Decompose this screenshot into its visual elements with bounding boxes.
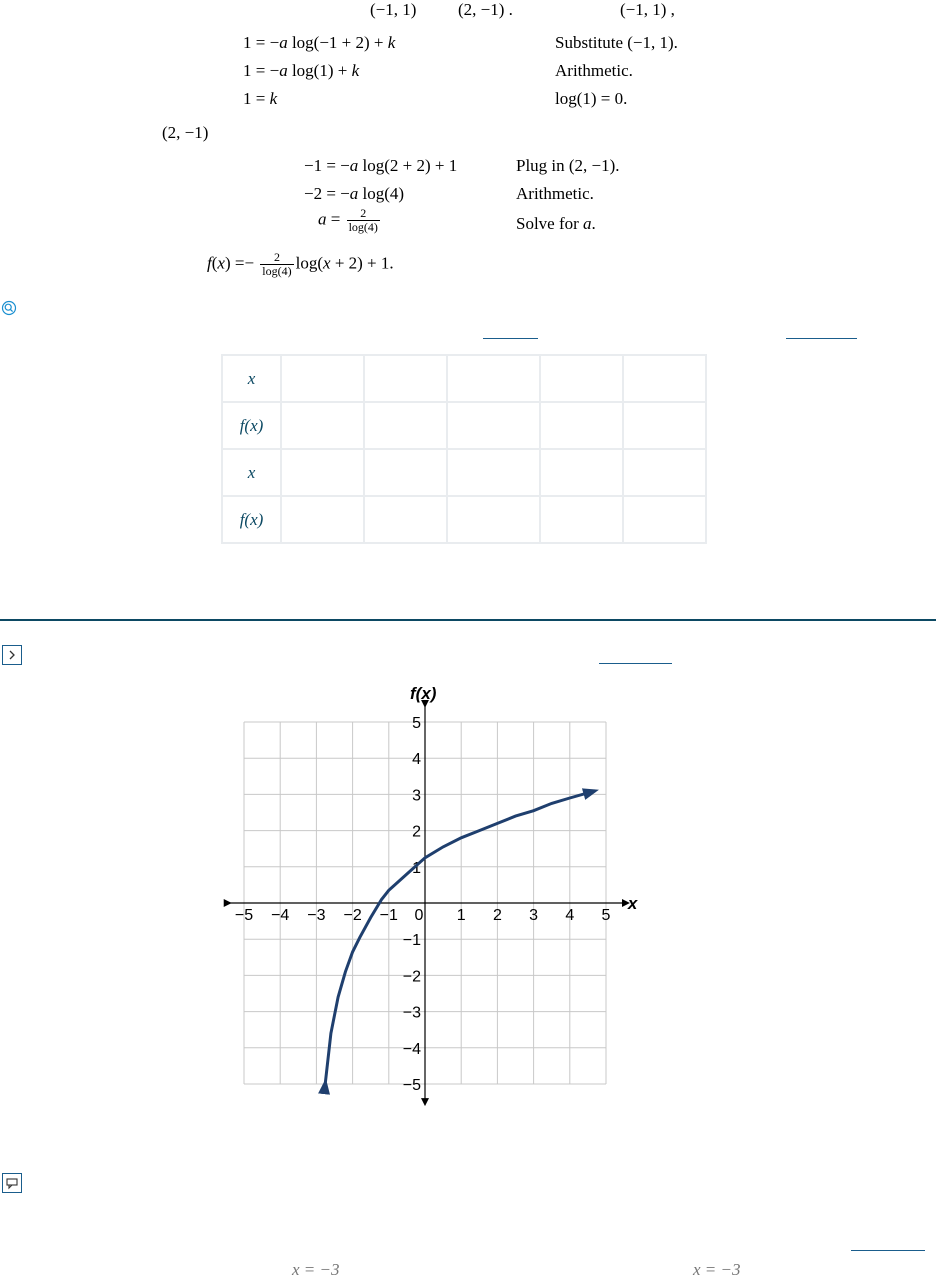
y-tick-label: −5: [402, 1077, 421, 1094]
step2-eq-2: −2 = −a log(4): [304, 184, 405, 203]
x-tick-label: 2: [492, 907, 502, 924]
step1-reason-1: Substitute (−1, 1).: [555, 33, 678, 52]
table-cell: [540, 496, 623, 543]
function-graph: [0, 670, 936, 1190]
link-underline[interactable]: [483, 338, 538, 339]
y-axis-label: f(x): [410, 684, 437, 703]
table-cell: [281, 355, 364, 402]
x-tick-label: 5: [601, 907, 611, 924]
point-label: (2, −1): [162, 123, 209, 142]
table-cell: [447, 402, 540, 449]
x-tick-label: −3: [307, 907, 326, 924]
step1-reason-3: log(1) = 0.: [555, 89, 628, 108]
x-tick-label: 0: [414, 907, 424, 924]
row-label: x: [222, 355, 281, 402]
table-row: [222, 402, 706, 449]
step2-reason-1: Plug in (2, −1).: [516, 156, 620, 175]
y-tick-label: 2: [412, 823, 421, 841]
link-underline[interactable]: [786, 338, 857, 339]
row-label: x: [222, 449, 281, 496]
step2-reason-2: Arithmetic.: [516, 184, 594, 203]
link-underline[interactable]: [851, 1250, 925, 1251]
row-label: f(x): [222, 496, 281, 543]
table-cell: [623, 496, 706, 543]
table-cell: [364, 496, 447, 543]
step1-eq-3: 1 = k: [243, 89, 278, 108]
table-cell: [447, 449, 540, 496]
step1-reason-2: Arithmetic.: [555, 61, 633, 80]
intro-point-3: (−1, 1) ,: [620, 0, 675, 19]
table-cell: [447, 355, 540, 402]
fraction: $\frac{2}{\log(4)}$: [348, 206, 378, 234]
y-tick-label: 4: [412, 751, 421, 769]
axes: [228, 704, 626, 1102]
values-table: [221, 354, 707, 544]
intro-point-1: (−1, 1): [370, 0, 417, 19]
table-cell: [447, 496, 540, 543]
intro-point-2: (2, −1) .: [458, 0, 513, 19]
table-cell: [623, 449, 706, 496]
function-curve: [325, 791, 595, 1082]
table-cell: [364, 449, 447, 496]
y-tick-label: −2: [402, 968, 421, 986]
chevron-right-icon[interactable]: [2, 645, 22, 665]
step2-reason-3: Solve for a.: [516, 214, 596, 233]
section-divider: [0, 619, 936, 621]
y-tick-label: −4: [402, 1040, 421, 1058]
step1-eq-1: 1 = −a log(−1 + 2) + k: [243, 33, 396, 52]
x-tick-label: −2: [343, 907, 362, 924]
link-underline[interactable]: [599, 663, 672, 664]
table-cell: [540, 449, 623, 496]
table-row: [222, 355, 706, 402]
bottom-x-value-left: x = −3: [292, 1260, 340, 1279]
magnifier-icon[interactable]: [1, 300, 17, 316]
table-row: [222, 496, 706, 543]
x-tick-label: −5: [234, 907, 254, 924]
table-cell: [540, 355, 623, 402]
table-cell: [540, 402, 623, 449]
y-tick-label: 5: [412, 715, 421, 732]
y-tick-label: −3: [402, 1004, 421, 1022]
step2-eq-1: −1 = −a log(2 + 2) + 1: [304, 156, 458, 175]
table-row: [222, 449, 706, 496]
fraction: $\frac{2}{\log(4)}$: [262, 250, 292, 278]
table-cell: [623, 355, 706, 402]
speech-bubble-icon[interactable]: [2, 1173, 22, 1193]
table-cell: [281, 402, 364, 449]
step2-eq-3: a = $\frac{2}{\log(4)}$: [318, 206, 378, 234]
table-cell: [281, 496, 364, 543]
y-tick-label: −1: [402, 932, 421, 950]
table-cell: [364, 402, 447, 449]
final-function: f(x) =− $\frac{2}{\log(4)}$ log(x + 2) + 1.: [207, 250, 394, 278]
y-tick-label: 1: [412, 859, 421, 877]
bottom-x-value-right: x = −3: [693, 1260, 741, 1279]
x-tick-label: −4: [271, 907, 290, 924]
table-cell: [364, 355, 447, 402]
row-label: f(x): [222, 402, 281, 449]
x-tick-label: 4: [565, 907, 575, 924]
x-axis-label: x: [627, 894, 638, 913]
table-cell: [281, 449, 364, 496]
y-tick-label: 3: [412, 787, 421, 805]
step1-eq-2: 1 = −a log(1) + k: [243, 61, 360, 80]
x-tick-label: −1: [379, 907, 398, 924]
x-tick-label: 3: [529, 907, 539, 924]
tick-labels: [235, 715, 611, 1094]
x-tick-label: 1: [456, 907, 466, 924]
table-cell: [623, 402, 706, 449]
